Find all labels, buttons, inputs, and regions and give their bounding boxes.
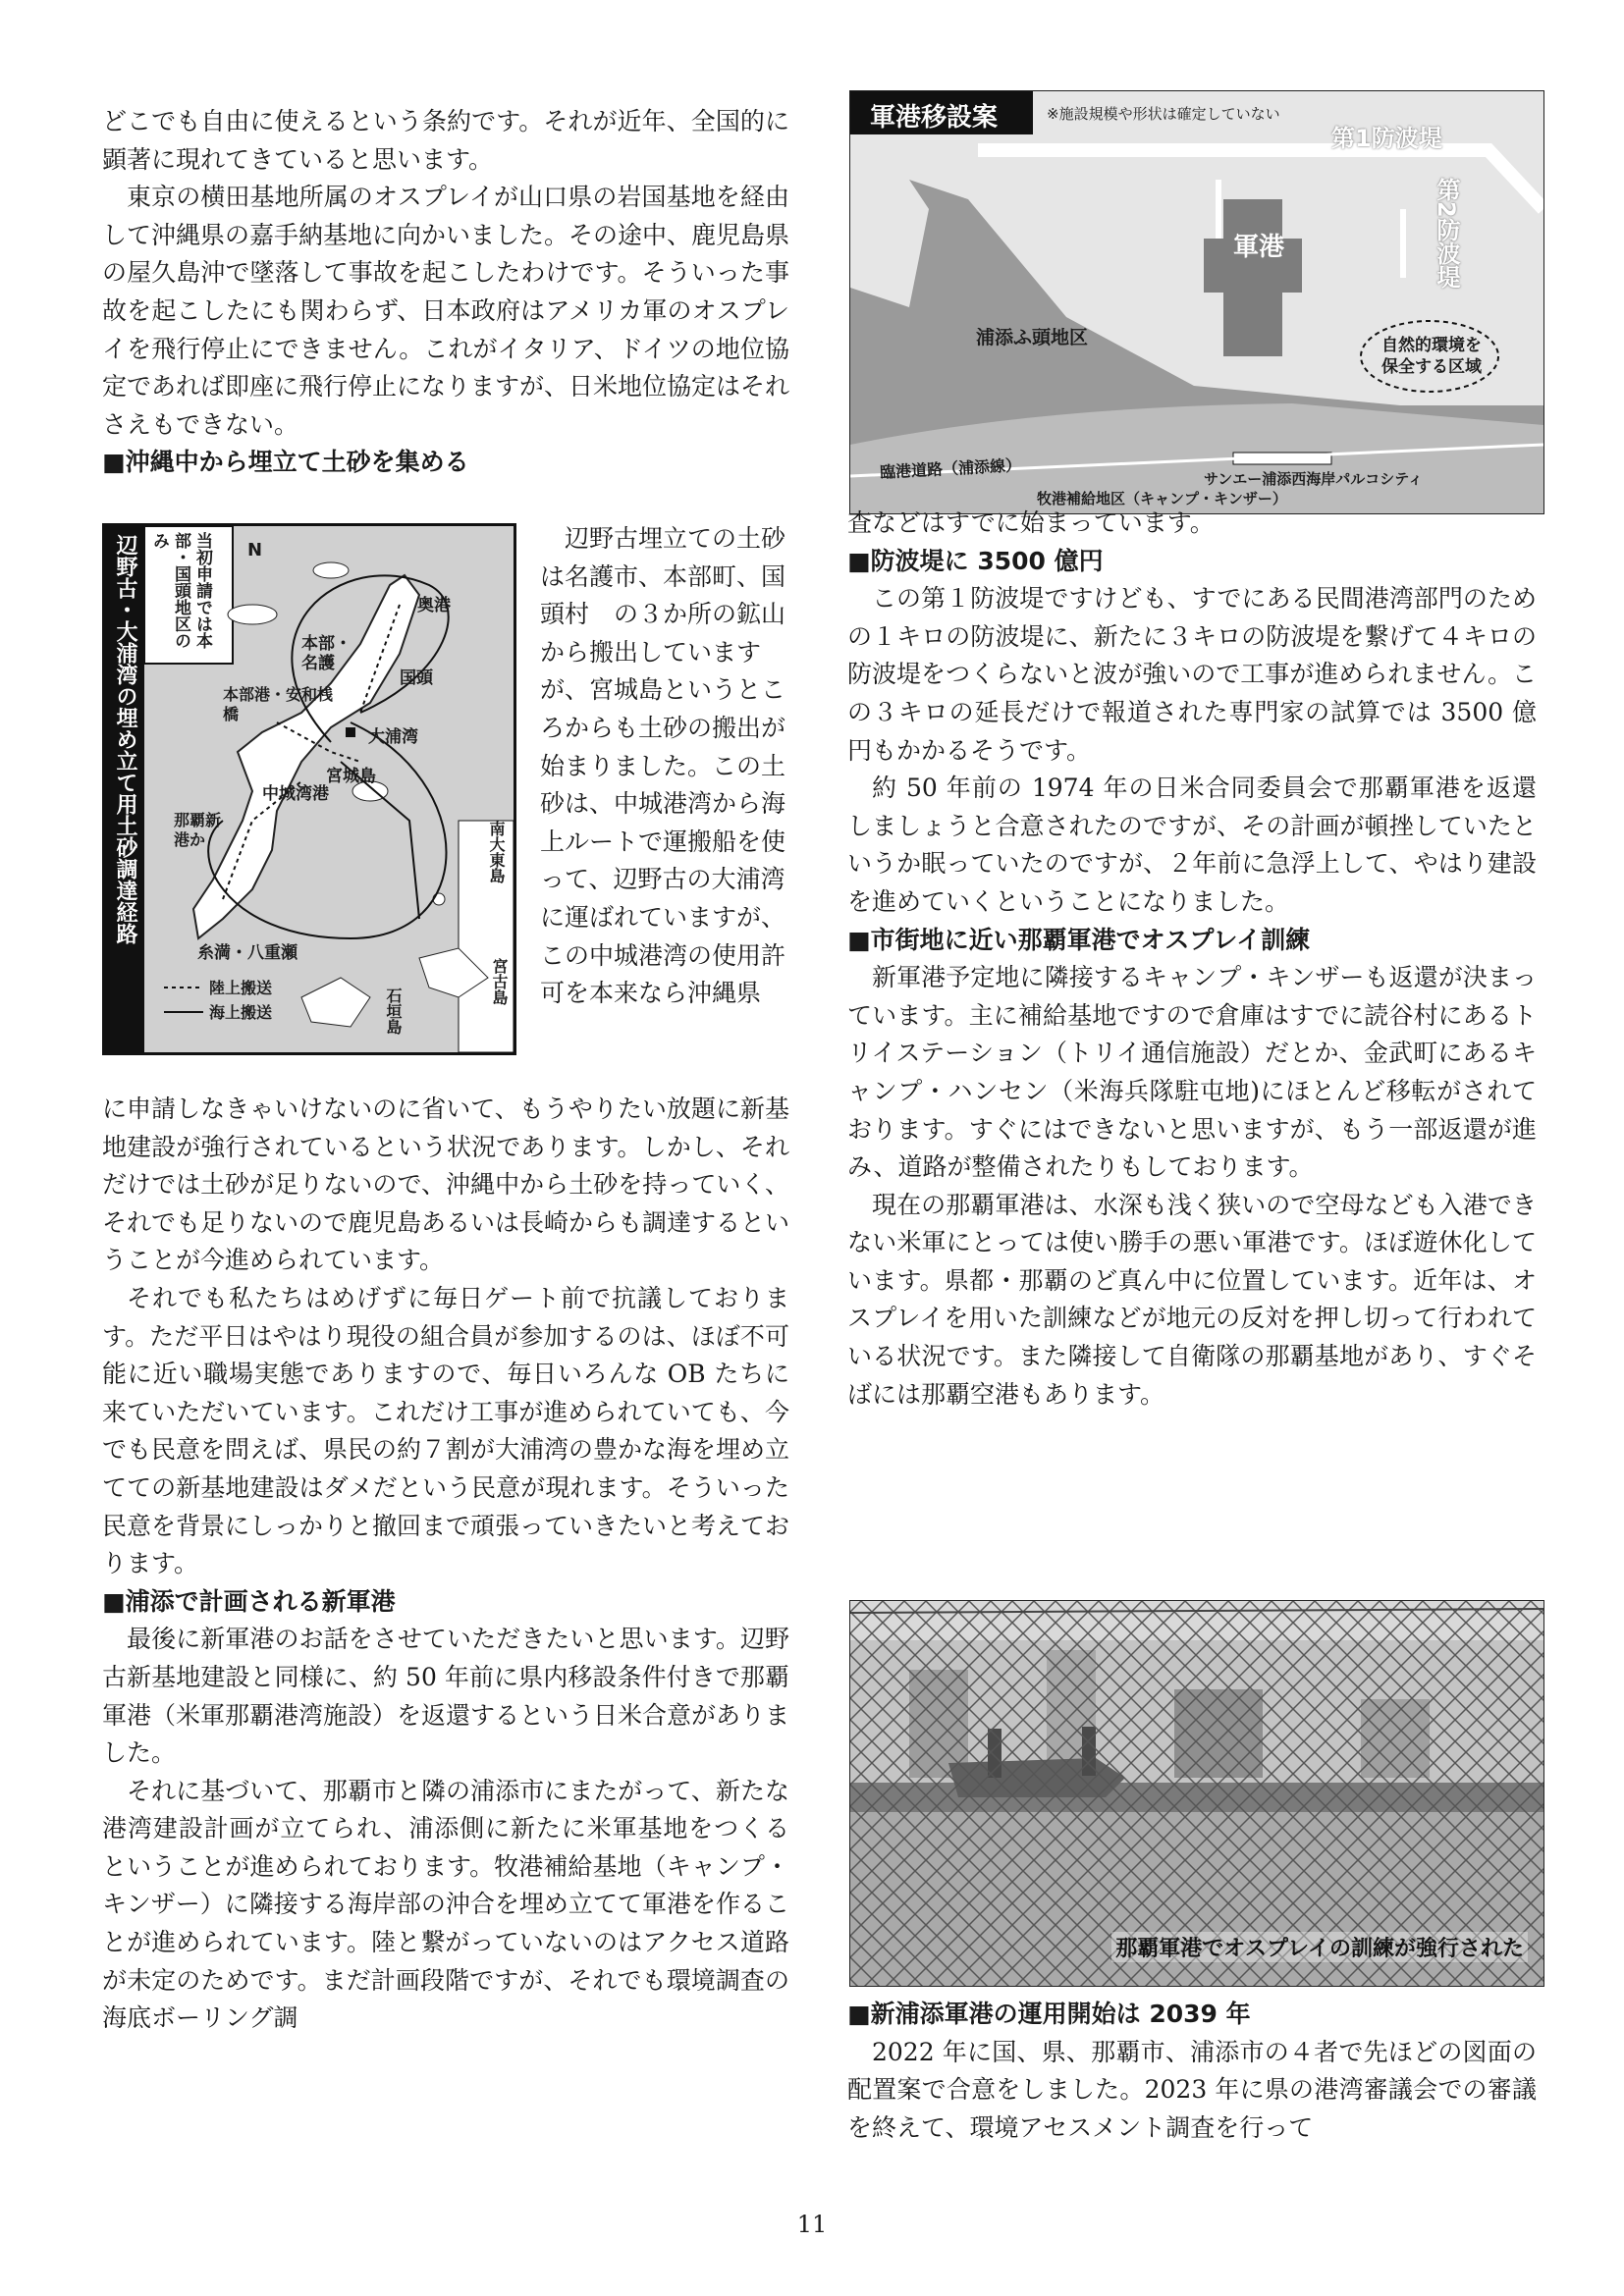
place-label: 宮城島 xyxy=(326,767,376,786)
paragraph: に申請しなきゃいけないのに省いて、もうやりたい放題に新基地建設が強行されているという状況であります。しかし、それだけでは土砂が足りないので、沖縄中から土砂を持っていく、それでも足りないので鹿児島あるいは長崎からも調達するということが今進められています。 xyxy=(102,1095,790,1275)
legend-sea: 海上搬送 xyxy=(209,1003,273,1022)
paragraph: それに基づいて、那覇市と隣の浦添市にまたがって、新たな港湾建設計画が立てられ、浦添側に新たに米軍基地をつくるということが進められております。牧港補給基地（キャンプ・キンザー）に隣接する海岸部の沖合を埋め立てて軍港を作ることが進められています。陸と繋がっていないのはアクセス道路が未定のためです。まだ計画段階ですが、それでも環境調査の海底ボーリング調 xyxy=(102,1776,789,2033)
wharf-area-label: 浦添ふ頭地区 xyxy=(976,327,1089,348)
paragraph: 辺野古埋立ての土砂は名護市、本部町、国頭村 の３か所の鉱山から搬出していますが、宮城島というところからも土砂の搬出が始まりました。この土砂は、中城港湾から海上ルートで運搬船を使って、辺野古の大浦湾に運ばれていますが、この中城港湾の使用許可を本来なら沖縄県 xyxy=(540,524,786,1008)
page-number: 11 xyxy=(796,2211,828,2238)
port-map-title: 軍港移設案 xyxy=(870,103,999,133)
right-column xyxy=(847,505,1537,1414)
left-column-lower xyxy=(102,1091,789,2038)
paragraph: 新軍港予定地に隣接するキャンプ・キンザーも返還が決まっています。主に補給基地ですので倉庫はすでに読谷村にあるトリイステーション（トリイ通信施設）だとか、金武町にあるキャンプ・ハンセン（米海兵隊駐屯地)にほとんど移転がされております。すぐにはできないと思いますが、もう一部返還が進み、道路が整備されたりもしております。 xyxy=(847,963,1537,1182)
place-label: 本部・名護 xyxy=(301,634,352,673)
soil-route-map xyxy=(102,523,516,1055)
osprey-photo xyxy=(849,1600,1544,1987)
paragraph: 最後に新軍港のお話をさせていただきたいと思います。辺野古新基地建設と同様に、約 50 年前に県内移設条件付きで那覇軍港（米軍那覇港湾施設）を返還するという日米合意がありました。 xyxy=(102,1625,790,1768)
place-label: 本部港・安和桟橋 xyxy=(223,685,334,723)
mall-label: サンエー浦添西海岸パルコシティ xyxy=(1204,470,1424,488)
paragraph: 東京の横田基地所属のオスプレイが山口県の岩国基地を経由して沖縄県の嘉手納基地に向かいました。その途中、鹿児島県の屋久島沖で墜落して事故を起こしたわけです。そういった事故を起こしたにも関わらず、日本政府はアメリカ軍のオスプレイを飛行停止にできません。これがイタリア、ドイツの地位協定であれば即座に飛行停止になりますが、日米地位協定はそれさえもできない。 xyxy=(102,183,790,439)
map-title: 辺野古・大浦湾の埋め立て用土砂調達経路 xyxy=(113,534,137,944)
map-note: 当初申請では本部・国頭地区のみ xyxy=(149,532,212,649)
breakwater-2-label: 第2防波堤 xyxy=(1433,178,1460,289)
breakwater-1-label: 第1防波堤 xyxy=(1331,125,1442,152)
section-heading: ■浦添で計画される新軍港 xyxy=(102,1586,396,1616)
paragraph: それでも私たちはめげずに毎日ゲート前で抗議しております。ただ平日はやはり現役の組合員が参加するのは、ほぼ不可能に近い職場実態でありますので、毎日いろんな OB たちに来ていただいています。これだけ工事が進められていても、今でも民意を問えば、県民の約７割が大浦湾の豊かな海を埋め立てての新基地建設はダメだという民意が現れます。そういった民意を背景にしっかりと撤回まで頑張っていきたいと考えております。 xyxy=(102,1283,790,1578)
port-map-note: ※施設規模や形状は確定していない xyxy=(1047,105,1280,123)
north-arrow: N xyxy=(247,540,263,561)
section-heading: ■市街地に近い那覇軍港でオスプレイ訓練 xyxy=(847,925,1311,954)
place-label: 国頭 xyxy=(400,668,433,688)
section-heading: ■沖縄中から埋立て土砂を集める xyxy=(102,448,469,477)
place-label: 大浦湾 xyxy=(368,727,418,747)
wrapped-paragraph xyxy=(540,520,791,1013)
base-label: 牧港補給地区（キャンプ・キンザー） xyxy=(1037,490,1287,507)
section-heading: ■新浦添軍港の運用開始は 2039 年 xyxy=(847,2000,1251,2028)
paragraph: 約 50 年前の 1974 年の日米合同委員会で那覇軍港を返還しましょうと合意されたのですが、その計画が頓挫していたというか眠っていたのですが、２年前に急浮上して、やはり建設を進めていくということになりました。 xyxy=(847,774,1537,916)
right-column-lower xyxy=(847,1996,1537,2147)
place-label: 南大東島 xyxy=(487,821,506,883)
paragraph: どこでも自由に使えるという条約です。それが近年、全国的に顕著に現れてきていると思います。 xyxy=(102,107,789,174)
port-map-graphic xyxy=(850,91,1543,513)
place-label: 奥港 xyxy=(417,596,451,615)
paragraph: 2022 年に国、県、那覇市、浦添市の４者で先ほどの図面の配置案で合意をしました。2023 年に県の港湾審議会での審議を終えて、環境アセスメント調査を行って xyxy=(847,2037,1537,2142)
place-label: 宮古島 xyxy=(490,958,509,1005)
nature-zone-label: 自然的環境を保全する区域 xyxy=(1381,336,1482,377)
road-label: 臨港道路（浦添線） xyxy=(879,455,1022,482)
place-label: 那覇新港か xyxy=(174,811,222,849)
port-label: 軍港 xyxy=(1233,233,1285,262)
paragraph: 現在の那覇軍港は、水深も浅く狭いので空母なども入港できない米軍にとっては使い勝手の悪い軍港です。ほぼ遊休化しています。県都・那覇のど真ん中に位置しています。近年は、オスプレイを用いた訓練などが地元の反対を押し切って行われている状況です。また隣接して自衛隊の那覇基地があり、すぐそばには那覇空港もあります。 xyxy=(847,1190,1537,1409)
place-label: 糸満・八重瀬 xyxy=(197,943,298,963)
port-relocation-map xyxy=(849,90,1544,514)
left-column xyxy=(102,103,789,482)
photo-caption: 那覇軍港でオスプレイの訓練が強行された xyxy=(1111,1932,1528,1962)
paragraph: 査などはすでに始まっています。 xyxy=(847,508,1215,537)
legend-land: 陸上搬送 xyxy=(209,979,273,997)
section-heading: ■防波堤に 3500 億円 xyxy=(847,546,1104,575)
place-label: 石垣島 xyxy=(384,988,403,1035)
photo-graphic xyxy=(850,1601,1543,1986)
paragraph: この第１防波堤ですけども、すでにある民間港湾部門のための１キロの防波堤に、新たに３キロの防波堤を繋げて４キロの防波堤をつくらないと波が強いので工事が進められません。この３キロの延長だけで報道された専門家の試算では 3500 億円もかかるそうです。 xyxy=(847,584,1537,765)
place-label: 中城湾港 xyxy=(262,784,329,804)
